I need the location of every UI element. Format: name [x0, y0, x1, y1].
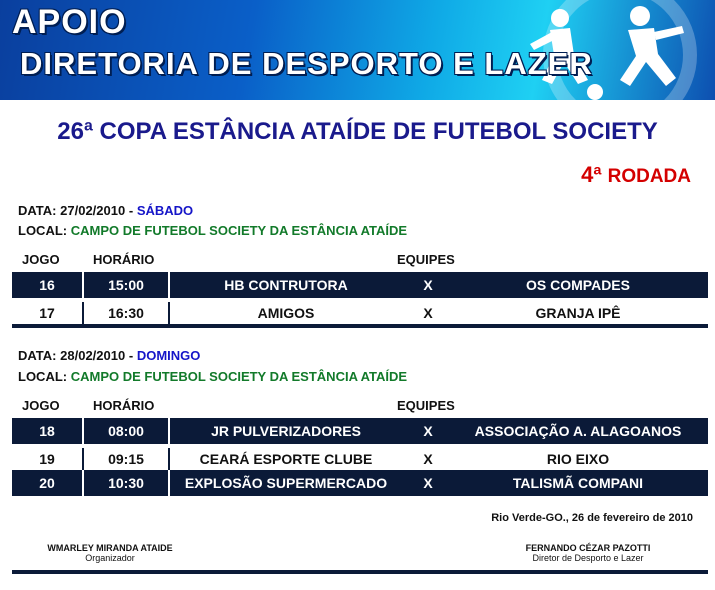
signature-role: Diretor de Desporto e Lazer [532, 553, 644, 563]
banner-apoio: APOIO [12, 3, 127, 41]
date-value: 27/02/2010 [60, 203, 126, 218]
game-time: 15:00 [108, 277, 144, 293]
local-line-1 [18, 223, 407, 238]
versus: X [423, 451, 433, 467]
table-row [12, 272, 708, 298]
col-jogo: JOGO [22, 398, 60, 413]
col-equipes: EQUIPES [397, 252, 455, 267]
col-horario: HORÁRIO [93, 398, 155, 413]
date-dash: - [128, 348, 134, 363]
table-row [12, 418, 708, 444]
table-row [12, 302, 708, 328]
game-time: 08:00 [108, 423, 144, 439]
local-label: LOCAL: [18, 369, 68, 384]
signature-name: FERNANDO CÉZAR PAZOTTI [525, 543, 651, 553]
game-number: 16 [39, 277, 55, 293]
home-team: EXPLOSÃO SUPERMERCADO [184, 475, 388, 491]
local-value: CAMPO DE FUTEBOL SOCIETY DA ESTÂNCIA ATAÍDE [70, 223, 408, 238]
banner-diretoria: DIRETORIA DE DESPORTO E LAZER [20, 46, 593, 81]
col-jogo: JOGO [22, 252, 60, 267]
date-dash: - [128, 203, 134, 218]
date-value: 28/02/2010 [60, 348, 126, 363]
place-date: Rio Verde-GO., 26 de fevereiro de 2010 [491, 512, 693, 524]
away-team: OS COMPADES [526, 277, 630, 293]
signature-name: WMARLEY MIRANDA ATAIDE [47, 543, 173, 553]
game-number: 20 [39, 475, 55, 491]
home-team: HB CONTRUTORA [224, 277, 348, 293]
home-team: AMIGOS [257, 305, 315, 321]
col-horario: HORÁRIO [93, 252, 155, 267]
game-number: 19 [39, 451, 55, 467]
game-number: 17 [39, 305, 55, 321]
signature-role: Organizador [85, 553, 135, 563]
signature-organizer [0, 543, 220, 563]
versus: X [423, 475, 433, 491]
round-label [581, 162, 691, 188]
round-number: 4ª [581, 162, 602, 187]
col-equipes: EQUIPES [397, 398, 455, 413]
date-line-2 [18, 348, 200, 363]
signature-director [478, 543, 698, 563]
page-title: 26ª COPA ESTÂNCIA ATAÍDE DE FUTEBOL SOCIETY [57, 118, 658, 145]
game-time: 10:30 [108, 475, 144, 491]
game-number: 18 [39, 423, 55, 439]
date-line-1 [18, 203, 193, 218]
away-team: TALISMÃ COMPANI [512, 475, 644, 491]
weekday: DOMINGO [136, 348, 201, 363]
home-team: JR PULVERIZADORES [211, 423, 361, 439]
versus: X [423, 305, 433, 321]
game-time: 16:30 [108, 305, 144, 321]
header-banner [0, 0, 715, 100]
local-line-2 [18, 369, 407, 384]
local-value: CAMPO DE FUTEBOL SOCIETY DA ESTÂNCIA ATAÍDE [70, 369, 408, 384]
footer-divider [12, 570, 708, 574]
versus: X [423, 277, 433, 293]
versus: X [423, 423, 433, 439]
date-label: DATA: [18, 203, 57, 218]
date-label: DATA: [18, 348, 57, 363]
away-team: ASSOCIAÇÃO A. ALAGOANOS [474, 423, 682, 439]
away-team: RIO EIXO [546, 451, 610, 467]
away-team: GRANJA IPÊ [535, 305, 621, 321]
local-label: LOCAL: [18, 223, 68, 238]
home-team: CEARÁ ESPORTE CLUBE [199, 451, 373, 467]
table-row [12, 470, 708, 496]
game-time: 09:15 [108, 451, 144, 467]
weekday: SÁBADO [136, 203, 194, 218]
round-word: RODADA [607, 166, 691, 187]
